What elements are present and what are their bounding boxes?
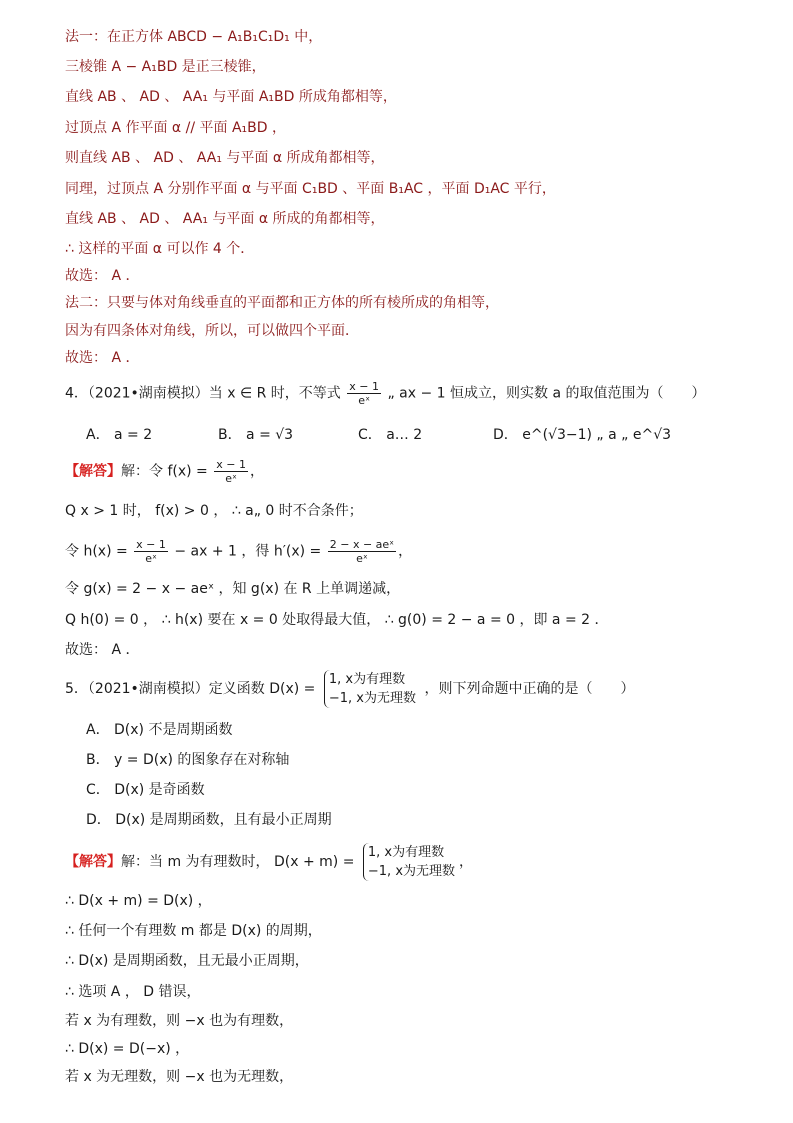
- q5-piecewise: [324, 670, 416, 708]
- q5-answer-piecewise: [363, 843, 455, 881]
- q4-a3-num2: 2 − x − aeˣ: [329, 538, 395, 551]
- q5-a1-suffix: ，: [459, 854, 474, 870]
- solution-line-1: 法一：在正方体 ABCD − A₁B₁C₁D₁ 中，: [65, 29, 323, 45]
- q4-answer-line-5: Q h(0) = 0 ， ∴ h(x) 要在 x = 0 处取得最大值， ∴ g(0) = 2 − a = 0 ，即 a = 2 ．: [65, 612, 609, 628]
- q4-option-a[interactable]: A． a = 2: [86, 427, 153, 443]
- q4-frac-num: x − 1: [349, 380, 379, 393]
- solution-line-10: 法二：只要与体对角线垂直的平面都和正方体的所有棱所成的角相等，: [65, 295, 499, 311]
- q5-piece-1: 1, x为有理数: [328, 672, 406, 687]
- q4-option-c[interactable]: C． a… 2: [358, 427, 423, 443]
- q4-a3-fraction-1: [134, 538, 168, 565]
- q4-option-d[interactable]: D． e^(√3−1) „ a „ e^√3: [493, 427, 672, 443]
- solution-line-8: ∴ 这样的平面 α 可以作 4 个．: [65, 241, 255, 257]
- solution-line-7: 直线 AB 、 AD 、 AA₁ 与平面 α 所成的角都相等，: [65, 211, 385, 227]
- q5-answer-line-5: ∴ 选项 A ， D 错误，: [65, 984, 201, 1000]
- q4-a1-den: eˣ: [225, 472, 237, 485]
- q4-answer-tag: 【解答】: [65, 463, 121, 480]
- q4-a3-fraction-2: [328, 538, 396, 565]
- q4-frac-den: eˣ: [358, 394, 370, 407]
- q4-stem: [65, 380, 705, 407]
- q5-stem: [65, 670, 634, 708]
- solution-line-3: 直线 AB 、 AD 、 AA₁ 与平面 A₁BD 所成角都相等，: [65, 89, 397, 105]
- q5-answer-line-4: ∴ D(x) 是周期函数，且无最小正周期，: [65, 953, 309, 969]
- q5-answer-tag: 【解答】: [65, 854, 121, 870]
- q5-option-c[interactable]: C． D(x) 是奇函数: [86, 782, 205, 798]
- q4-a1-fraction: [214, 458, 248, 485]
- q4-a3-den: eˣ: [145, 552, 157, 565]
- q4-stem-suffix: „ ax − 1 恒成立，则实数 a 的取值范围为（ ）: [387, 385, 706, 402]
- q4-stem-prefix: 4．（2021•湖南模拟）当 x ∈ R 时，不等式: [65, 385, 341, 402]
- solution-line-5: 则直线 AB 、 AD 、 AA₁ 与平面 α 所成角都相等，: [65, 150, 385, 166]
- q4-answer-line-3: [65, 538, 412, 565]
- q4-a1-num: x − 1: [216, 458, 246, 471]
- q4-a3-prefix: 令 h(x) =: [65, 543, 128, 560]
- q5-a-piece-2: −1, x为无理数: [367, 864, 456, 879]
- q4-answer-line-4: 令 g(x) = 2 − x − aeˣ ，知 g(x) 在 R 上单调递减，: [65, 581, 401, 597]
- q5-a-piece-1: 1, x为有理数: [367, 845, 445, 860]
- solution-line-11: 因为有四条体对角线，所以，可以做四个平面．: [65, 323, 359, 339]
- solution-line-4: 过顶点 A 作平面 α // 平面 A₁BD ，: [65, 120, 286, 136]
- q5-answer-line-2: ∴ D(x + m) = D(x) ，: [65, 893, 212, 909]
- q5-answer-line-7: ∴ D(x) = D(−x) ，: [65, 1041, 190, 1057]
- q5-answer-line-3: ∴ 任何一个有理数 m 都是 D(x) 的周期，: [65, 923, 322, 939]
- solution-line-12: 故选： A ．: [65, 350, 140, 366]
- q4-a1-suffix: ，: [249, 463, 264, 480]
- q5-a1-prefix: 解：当 m 为有理数时， D(x + m) =: [121, 854, 355, 870]
- q4-a3-den2: eˣ: [356, 552, 368, 565]
- q4-a3-num: x − 1: [136, 538, 166, 551]
- q5-stem-suffix: ，则下列命题中正确的是（ ）: [424, 681, 635, 697]
- q5-piece-2: −1, x为无理数: [328, 691, 416, 706]
- q4-answer-line-2: Q x > 1 时， f(x) > 0 ， ∴ a„ 0 时不合条件；: [65, 503, 363, 519]
- q4-a3-suffix: ，: [398, 543, 413, 560]
- q4-fraction: [347, 380, 381, 407]
- q4-a3-mid: − ax + 1 ，得 h′(x) =: [174, 543, 322, 560]
- q5-option-b[interactable]: B． y = D(x) 的图象存在对称轴: [86, 752, 290, 768]
- q5-answer-line-6: 若 x 为有理数，则 −x 也为有理数，: [65, 1013, 294, 1029]
- q4-option-b[interactable]: B． a = √3: [218, 427, 294, 443]
- q5-option-d[interactable]: D． D(x) 是周期函数，且有最小正周期: [86, 812, 332, 828]
- q4-a1-prefix: 解：令 f(x) =: [121, 463, 208, 480]
- q4-answer-line-1: [65, 458, 264, 485]
- solution-line-6: 同理，过顶点 A 分别作平面 α 与平面 C₁BD 、平面 B₁AC ，平面 D₁AC 平行，: [65, 181, 556, 197]
- q5-stem-prefix: 5．（2021•湖南模拟）定义函数 D(x) =: [65, 681, 316, 697]
- q5-option-a[interactable]: A． D(x) 不是周期函数: [86, 722, 233, 738]
- q4-answer-line-6: 故选： A ．: [65, 642, 140, 658]
- solution-line-9: 故选： A ．: [65, 268, 140, 284]
- solution-line-2: 三棱锥 A − A₁BD 是正三棱锥，: [65, 59, 266, 75]
- q5-answer-line-1: [65, 843, 473, 881]
- q5-answer-line-8: 若 x 为无理数，则 −x 也为无理数，: [65, 1069, 294, 1085]
